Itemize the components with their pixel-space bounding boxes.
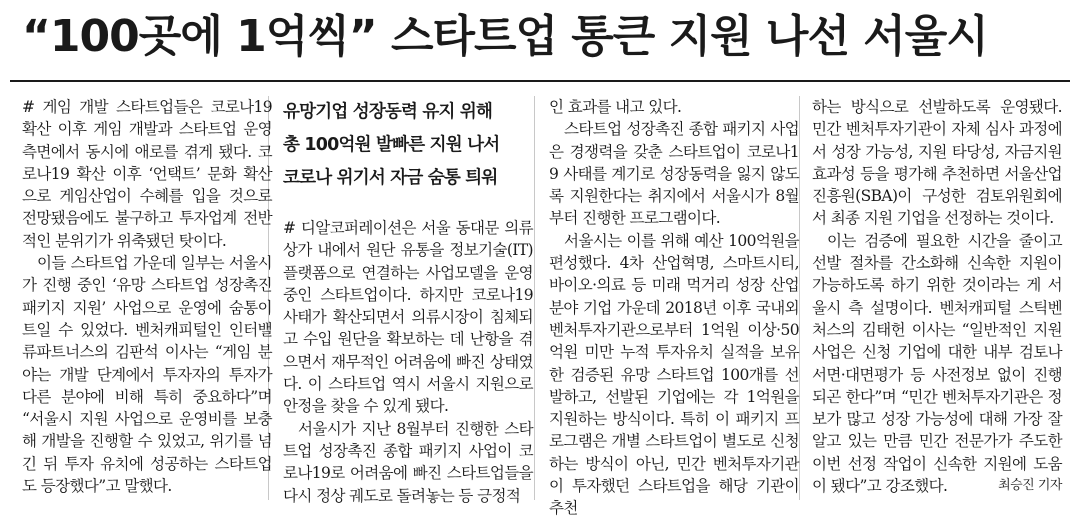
article-column-4 [812,96,1062,497]
article-paragraph-text: 이는 검증에 필요한 시간을 줄이고 선발 절차를 간소화해 신속한 지원이 가능하도록 하기 위한 것이라는 게 서울시 측 설명이다. 벤처캐피털 스틱벤처스의 김태헌 이사는 “일반적인 지원 사업은 신청 기업에 대한 내부 검토나 서면·대면평가 등 사전정보 없이 진행되곤 한다”며 “민간 벤처투자기관은 정보가 많고 성장 가능성에 대해 가장 잘 알고 있는 만큼 민간 전문가가 주도한 이번 선정 작업이 신속한 지원에 도움이 됐다”고 강조했다. [812,231,1062,496]
article-headline: “100곳에 1억씩” 스타트업 통큰 지원 나선 서울시 [22,11,988,62]
article-paragraph: 서울시는 이를 위해 예산 100억원을 편성했다. 4차 산업혁명, 스마트시티, 바이오·의료 등 미래 먹거리 성장 산업 분야 기업 가운데 2018년 이후 국내외 벤처투자기관으로부터 1억원 이상·50억원 미만 누적 투자유치 실적을 보유한 검증된 유망 스타트업 100개를 선발하고, 선발된 기업에는 각 1억원을 지원하는 방식이다. 특히 이 패키지 프로그램은 개별 스타트업이 별도로 신청하는 방식이 아닌, 민간 벤처투자기관이 투자했던 스타트업을 해당 기관이 추천 [549,231,799,518]
article-paragraph: # 게임 개발 스타트업들은 코로나19 확산 이후 게임 개발과 스타트업 운영 측면에서 동시에 애로를 겪게 됐다. 코로나19 확산 이후 ‘언택트’ 문화 확산으로 게임산업이 수혜를 입을 것으로 전망됐음에도 불구하고 투자업계 전반적인 분위기가 위축됐던 탓이다. [22,98,272,250]
subheadline-line: 코로나 위기서 자금 숨통 틔워 [283,168,498,188]
article-column-2 [283,96,533,507]
article-subheadline [283,96,533,195]
article-paragraph: # 디알코퍼레이션은 서울 동대문 의류상가 내에서 원단 유통을 정보기술(IT) 플랫폼으로 연결하는 사업모델을 운영 중인 스타트업이다. 하지만 코로나19 사태가 확산되면서 의류시장이 침체되고 수입 원단을 확보하는 데 난항을 겪으면서 재무적인 어려움에 빠진 상태였다. 이 스타트업 역시 서울시 지원으로 안정을 찾을 수 있게 됐다. [283,219,533,416]
article-paragraph: 인 효과를 내고 있다. [549,98,682,116]
byline: 최승진 기자 [998,478,1062,494]
column-divider [799,96,800,500]
article-paragraph [812,230,1062,498]
article-paragraph: 서울시가 지난 8월부터 진행한 스타트업 성장촉진 종합 패키지 사업이 코로나19로 어려움에 빠진 스타트업들을 다시 정상 궤도로 돌려놓는 등 긍정적 [283,419,533,505]
subheadline-line: 유망기업 성장동력 유지 위해 [283,102,493,122]
article-paragraph: 하는 방식으로 선발하도록 운영됐다. 민간 벤처투자기관이 자체 심사 과정에서 성장 가능성, 지원 타당성, 자금지원 효과성 등을 평가해 추천하면 서울산업진흥원(SBA)이 구성한 검토위원회에서 최종 지원 기업을 선정하는 것이다. [812,98,1062,228]
headline-divider [10,80,1070,82]
subheadline-line: 총 100억원 발빠른 지원 나서 [283,135,500,155]
column-divider [534,96,535,500]
article-column-3 [549,96,799,520]
article-paragraph: 스타트업 성장촉진 종합 패키지 사업은 경쟁력을 갖춘 스타트업이 코로나19 사태를 계기로 성장동력을 잃지 않도록 지원한다는 취지에서 서울시가 8월부터 진행한 프로그램이다. [549,120,799,228]
article-column-1 [22,96,272,497]
article-paragraph: 이들 스타트업 가운데 일부는 서울시가 진행 중인 ‘유망 스타트업 성장촉진 패키지 지원’ 사업으로 운영에 숨통이 트일 수 있었다. 벤처캐피털인 인터밸류파트너스의 김판석 이사는 “게임 분야는 개발 단계에서 투자자의 투자가 다른 분야에 비해 특히 중요하다”며 “서울시 지원 사업으로 운영비를 보충해 개발을 진행할 수 있었고, 위기를 넘긴 뒤 투자 유치에 성공하는 스타트업도 등장했다”고 말했다. [22,254,272,496]
